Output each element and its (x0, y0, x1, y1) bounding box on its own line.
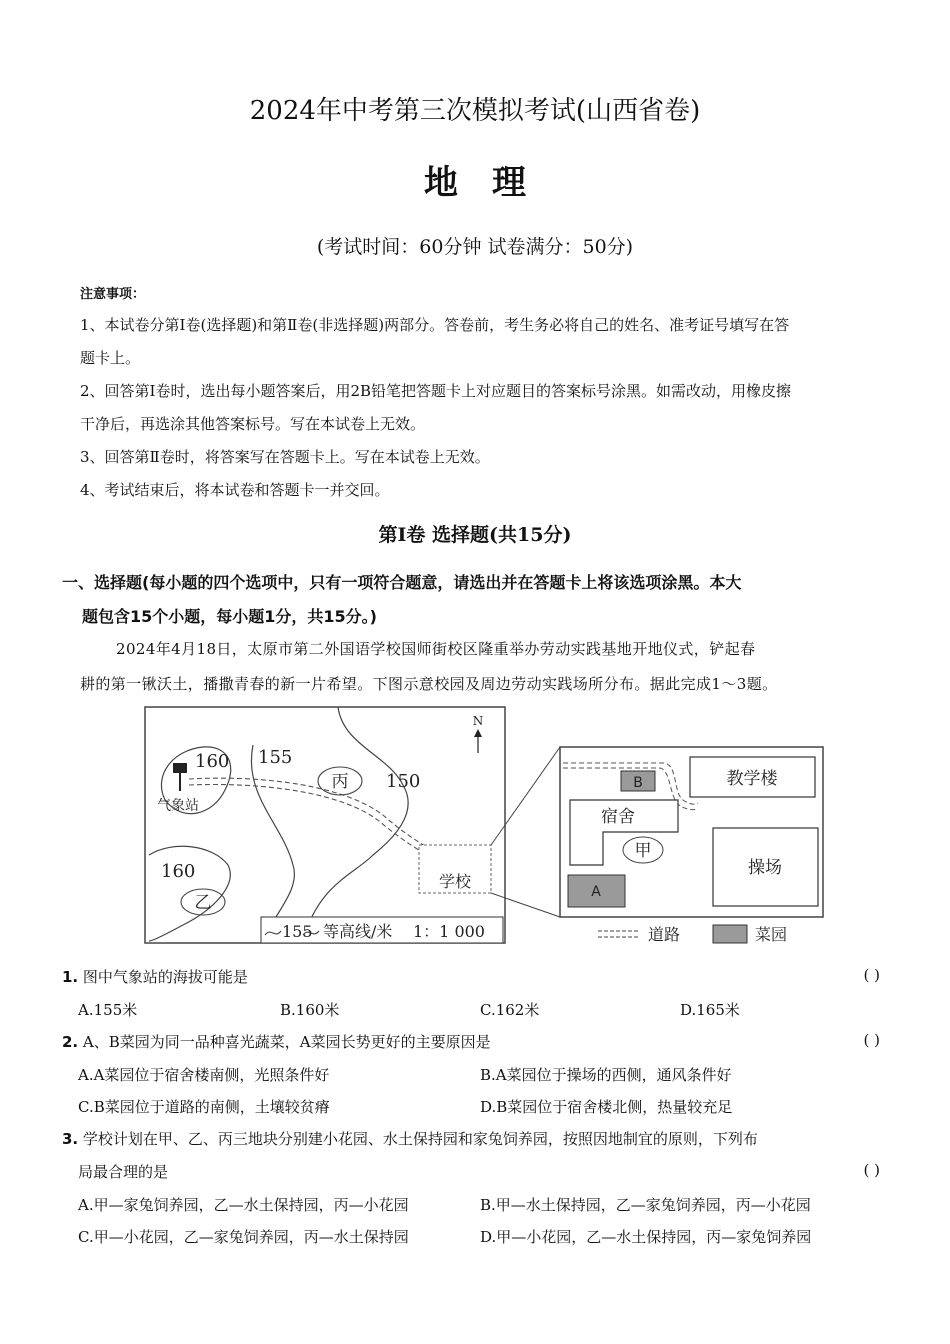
option-c: C.B菜园位于道路的南侧，土壤较贫瘠 (78, 1098, 330, 1116)
playground-label: 操场 (748, 858, 782, 878)
option-a: A.155米 (78, 1001, 138, 1019)
campus-map-figure (143, 705, 826, 955)
contour-label: 160 (161, 861, 196, 882)
legend-garden-label: 菜园 (755, 925, 788, 944)
plot-yi-label: 乙 (194, 893, 212, 913)
intro-line-2: 耕的第一锹沃土，播撒青春的新一片希望。下图示意校园及周边劳动实践场所分布。据此完成1～3题。 (80, 675, 778, 693)
option-a: A.甲—家兔饲养园，乙—水土保持园，丙—小花园 (78, 1196, 409, 1214)
option-b: B.A菜园位于操场的西侧，通风条件好 (480, 1066, 732, 1084)
question-number: 2. (62, 1033, 79, 1051)
option-b: B.甲—水土保持园，乙—家兔饲养园，丙—小花园 (480, 1196, 811, 1214)
question-stem: 图中气象站的海拔可能是 (82, 968, 248, 986)
question-stem: 学校计划在甲、乙、丙三地块分别建小花园、水土保持园和家兔饲养园，按照因地制宜的原则，下列布 (82, 1130, 758, 1148)
plot-jia-label: 甲 (634, 841, 652, 861)
teaching-building-label: 教学楼 (726, 769, 778, 789)
legend-garden-symbol (713, 925, 747, 943)
instruction-line-1: 一、选择题(每小题的四个选项中，只有一项符合题意，请选出并在答题卡上将该选项涂黑。本大 (62, 573, 742, 592)
weather-station-icon (173, 763, 187, 773)
contour-label: 155 (258, 747, 293, 768)
garden-a-label: A (591, 884, 601, 900)
dorm-label: 宿舍 (601, 807, 635, 827)
answer-paren: ( ) (863, 966, 880, 984)
note-line: 4、考试结束后，将本试卷和答题卡一并交回。 (80, 481, 390, 499)
question-number: 1. (62, 968, 79, 986)
option-b: B.160米 (280, 1001, 340, 1019)
notes-block (80, 285, 890, 507)
option-c: C.162米 (480, 1001, 540, 1019)
north-label: N (472, 714, 484, 728)
weather-station-label: 气象站 (157, 798, 199, 814)
option-d: D.165米 (680, 1001, 740, 1019)
legend-road-label: 道路 (648, 925, 681, 944)
note-line: 题卡上。 (80, 349, 141, 367)
note-line: 1、本试卷分第Ⅰ卷(选择题)和第Ⅱ卷(非选择题)两部分。答卷前，考生务必将自己的姓名、准考证号填写在答 (80, 316, 790, 334)
school-label: 学校 (438, 872, 472, 891)
garden-b-label: B (633, 775, 643, 791)
question-1 (62, 966, 892, 987)
option-d: D.B菜园位于宿舍楼北侧，热量较充足 (480, 1098, 733, 1116)
question-3-cont (62, 1161, 892, 1182)
note-line: 干净后，再选涂其他答案标号。写在本试卷上无效。 (80, 415, 426, 433)
question-3 (62, 1128, 892, 1149)
option-a: A.A菜园位于宿舍楼南侧，光照条件好 (78, 1066, 330, 1084)
plot-bing-label: 丙 (331, 772, 349, 792)
section-instruction (62, 566, 892, 634)
map-scale: 1：1 000 (413, 922, 485, 941)
contour-label: 150 (386, 771, 421, 792)
exam-meta: (考试时间：60分钟 试卷满分：50分) (316, 236, 634, 258)
question-stem-cont: 局最合理的是 (78, 1163, 169, 1181)
section-heading: 第Ⅰ卷 选择题(共15分) (378, 524, 572, 546)
answer-paren: ( ) (863, 1031, 880, 1049)
option-d: D.甲—小花园，乙—水土保持园，丙—家兔饲养园 (480, 1228, 812, 1246)
exam-title: 2024年中考第三次模拟考试(山西省卷) (249, 96, 701, 126)
question-2 (62, 1031, 892, 1052)
option-c: C.甲—小花园，乙—家兔饲养园，丙—水土保持园 (78, 1228, 409, 1246)
question-intro (80, 632, 892, 702)
note-line: 2、回答第Ⅰ卷时，选出每小题答案后，用2B铅笔把答题卡上对应题目的答案标号涂黑。如需改动，用橡皮擦 (80, 382, 792, 400)
intro-line-1: 2024年4月18日，太原市第二外国语学校国师街校区隆重举办劳动实践基地开地仪式，铲起春 (116, 640, 756, 658)
question-number: 3. (62, 1130, 79, 1148)
answer-paren: ( ) (863, 1161, 880, 1179)
subject-title: 地理 (424, 163, 560, 203)
legend-contour-value: 155 (282, 922, 313, 941)
instruction-line-2: 题包含15个小题，每小题1分，共15分。) (82, 607, 377, 626)
question-stem: A、B菜园为同一品种喜光蔬菜，A菜园长势更好的主要原因是 (82, 1033, 491, 1051)
contour-label: 160 (195, 751, 230, 772)
notes-heading: 注意事项： (80, 287, 146, 302)
note-line: 3、回答第Ⅱ卷时，将答案写在答题卡上。写在本试卷上无效。 (80, 448, 490, 466)
legend-contour-text: 等高线/米 (323, 922, 393, 941)
